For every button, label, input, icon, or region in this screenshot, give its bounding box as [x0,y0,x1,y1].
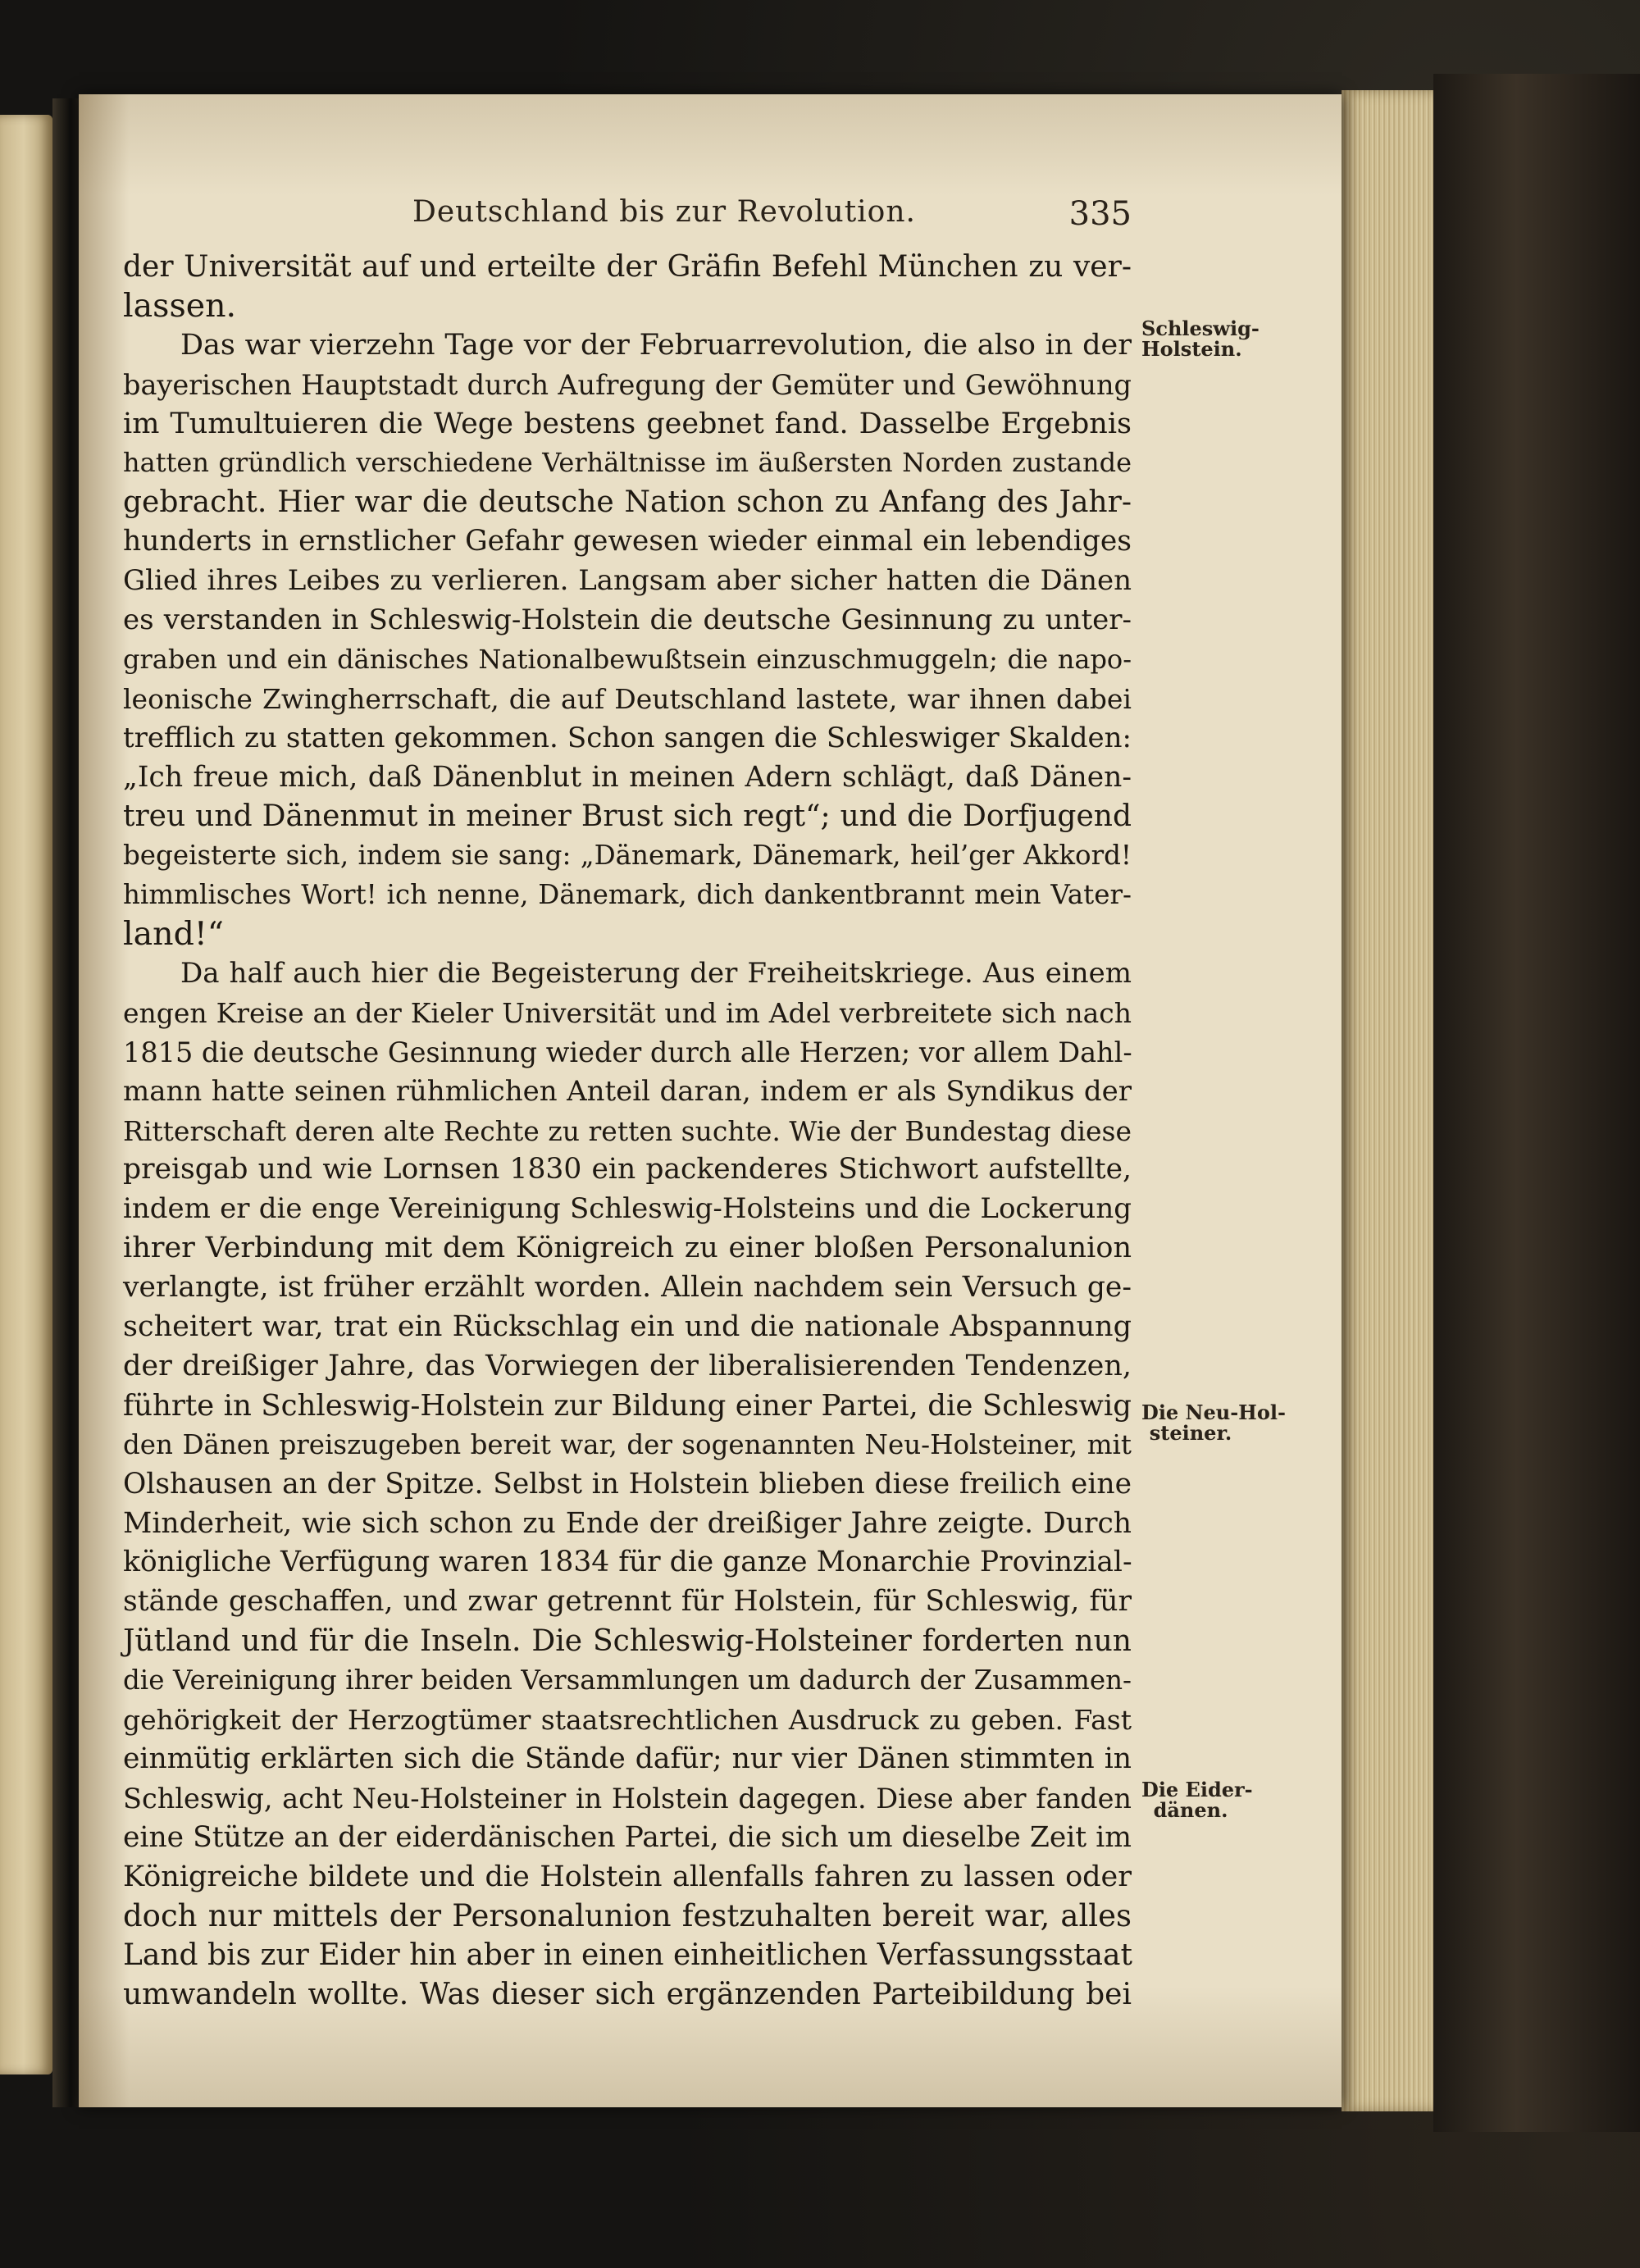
text-line: Olshausen an der Spitze. Selbst in Holstein blieben diese freilich eine [123,1467,1132,1501]
text-line: es verstanden in Schleswig-Holstein die deutsche Gesinnung zu unter- [123,603,1132,637]
text-line: engen Kreise an der Kieler Universität und im Adel verbreitete sich nach [123,996,1132,1029]
margin-note-eiderdaenen [1141,1778,1253,1822]
text-line: Land bis zur Eider hin aber in einen einheitlichen Verfassungsstaat [123,1938,1132,1973]
text-line: preisgab und wie Lornsen 1830 ein packenderes Stichwort aufstellte, [123,1153,1132,1186]
margin-note-line: Holstein. [1141,337,1242,361]
text-line: der dreißiger Jahre, das Vorwiegen der liberalisierenden Tendenzen, [123,1349,1132,1382]
page-header [123,195,1132,244]
text-line: Da half auch hier die Begeisterung der Freiheitskriege. Aus einem [180,957,1132,991]
text-line: verlangte, ist früher erzählt worden. Allein nachdem sein Versuch ge- [123,1271,1132,1305]
text-line: einmütig erklärten sich die Stände dafür; nur vier Dänen stimmten in [123,1742,1132,1775]
running-head: Deutschland bis zur Revolution. [412,195,916,229]
text-line: Jütland und für die Inseln. Die Schleswig-Holsteiner forderten nun [123,1624,1132,1659]
text-line: treu und Dänenmut in meiner Brust sich regt“; und die Dorfjugend [123,799,1132,834]
text-line: mann hatte seinen rühmlichen Anteil daran, indem er als Syndikus der [123,1074,1132,1108]
text-line: hatten gründlich verschiedene Verhältnisse im äußersten Norden zustande [123,447,1132,479]
text-line: leonische Zwingherrschaft, die auf Deutschland lastete, war ihnen dabei [123,682,1132,715]
text-line: den Dänen preiszugeben bereit war, der sogenannten Neu-Holsteiner, mit [123,1428,1132,1460]
text-line: begeisterte sich, indem sie sang: „Dänemark, Dänemark, heil’ger Akkord! [123,840,1132,872]
text-line: der Universität auf und erteilte der Gräfin Befehl München zu ver- [123,250,1132,284]
margin-note-line: steiner. [1149,1421,1232,1445]
margin-note-neu-holsteiner [1141,1400,1286,1445]
text-line: lassen. [123,286,237,325]
text-line: hunderts in ernstlicher Gefahr gewesen wieder einmal ein lebendiges [123,525,1132,558]
margin-note-schleswig-holstein [1141,317,1260,361]
text-line: scheitert war, trat ein Rückschlag ein und die nationale Abspannung [123,1310,1132,1344]
text-line: Schleswig, acht Neu-Holsteiner in Holstein dagegen. Diese aber fanden [123,1782,1132,1815]
text-line: Glied ihres Leibes zu verlieren. Langsam aber sicher hatten die Dänen [123,564,1132,598]
text-line: land!“ [123,915,224,954]
margin-note-line: Die Neu-Hol- [1141,1400,1286,1424]
text-line: „Ich freue mich, daß Dänenblut in meinen Adern schlägt, daß Dänen- [123,760,1132,794]
text-line: die Vereinigung ihrer beiden Versammlungen um dadurch der Zusammen- [123,1665,1132,1696]
margin-note-line: Die Eider- [1141,1778,1253,1801]
text-line: Das war vierzehn Tage vor der Februarrevolution, die also in der [180,328,1132,362]
text-line: Minderheit, wie sich schon zu Ende der dreißiger Jahre zeigte. Durch [123,1506,1132,1540]
text-line: umwandeln wollte. Was dieser sich ergänzenden Parteibildung bei [123,1978,1132,2012]
facing-page-edge [0,115,52,2074]
text-line: Ritterschaft deren alte Rechte zu retten suchte. Wie der Bundestag diese [123,1114,1132,1147]
text-line: bayerischen Hauptstadt durch Aufregung der Gemüter und Gewöhnung [123,368,1132,401]
text-line: ihrer Verbindung mit dem Königreich zu einer bloßen Personalunion [123,1232,1132,1265]
text-line: Königreiche bildete und die Holstein allenfalls fahren zu lassen oder [123,1860,1132,1893]
body-text [123,248,1132,2015]
text-line: himmlisches Wort! ich nenne, Dänemark, dich dankentbrannt mein Vater- [123,879,1132,911]
text-line: führte in Schleswig-Holstein zur Bildung einer Partei, die Schleswig [123,1388,1132,1423]
text-line: trefflich zu statten gekommen. Schon sangen die Schleswiger Skalden: [123,721,1132,754]
text-line: gehörigkeit der Herzogtümer staatsrechtlichen Ausdruck zu geben. Fast [123,1703,1132,1736]
margin-note-line: dänen. [1153,1798,1228,1822]
book-cover [1433,74,1640,2132]
margin-note-line: Schleswig- [1141,317,1260,340]
text-line: im Tumultuieren die Wege bestens geebnet fand. Dasselbe Ergebnis [123,407,1132,440]
text-line: stände geschaffen, und zwar getrennt für Holstein, für Schleswig, für [123,1585,1132,1619]
text-line: 1815 die deutsche Gesinnung wieder durch alle Herzen; vor allem Dahl- [123,1036,1132,1068]
text-line: graben und ein dänisches Nationalbewußtsein einzuschmuggeln; die napo- [123,643,1132,675]
text-line: indem er die enge Vereinigung Schleswig-Holsteins und die Lockerung [123,1192,1132,1226]
text-line: doch nur mittels der Personalunion festzuhalten bereit war, alles [123,1898,1132,1934]
text-line: eine Stütze an der eiderdänischen Partei, die sich um dieselbe Zeit im [123,1820,1132,1854]
page-number: 335 [1068,195,1132,233]
text-line: gebracht. Hier war die deutsche Nation schon zu Anfang des Jahr- [123,485,1132,520]
page-stack-edge [1342,90,1433,2111]
text-line: königliche Verfügung waren 1834 für die ganze Monarchie Provinzial- [123,1546,1132,1579]
